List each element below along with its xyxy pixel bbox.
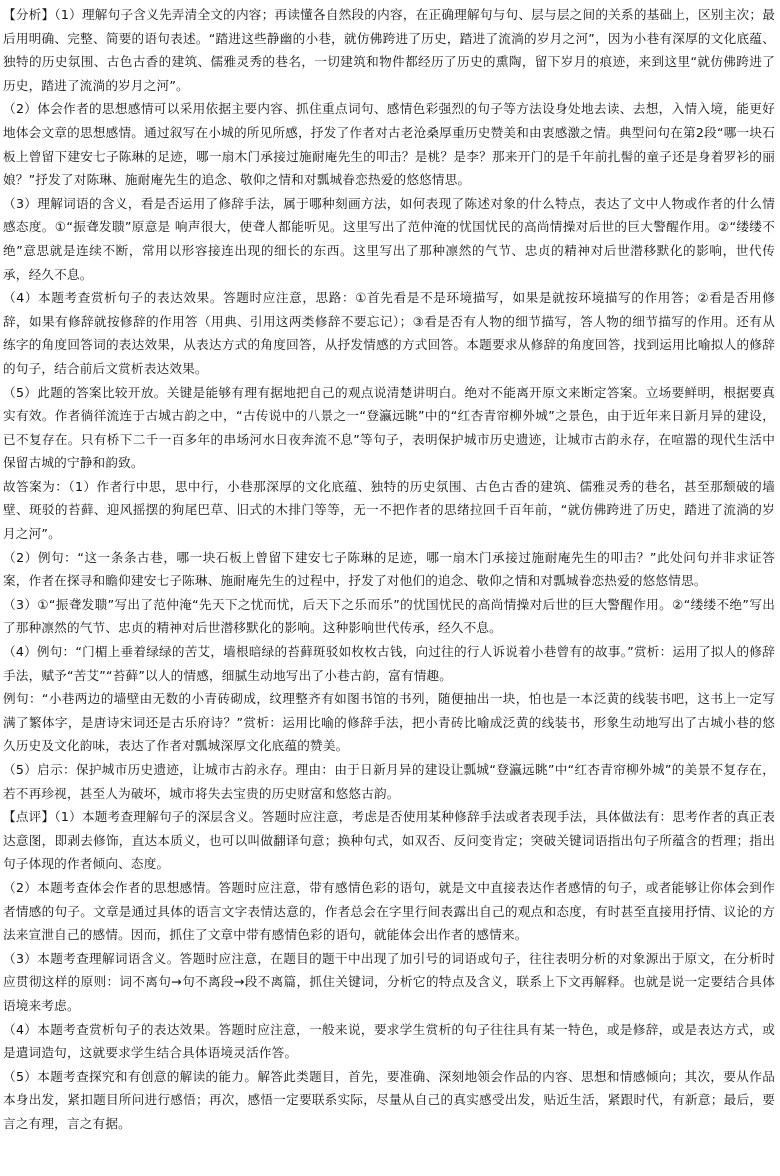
answer-paragraph-3: （3）①“振聋发聩”写出了范仲淹“先天下之忧而忧，后天下之乐而乐”的忧国忧民的高尚情操对后世的巨大警醒作用。②“缕缕不绝”写出了那种凛然的气节、忠贞的精神对后世潜移默化的影响。这种影响世代传承，经久不息。: [3, 596, 775, 636]
comment-paragraph-5: （5）本题考查探究和有创意的解读的能力。解答此类题目，首先，要准确、深刻地领会作品的内容、思想和情感倾向；其次，要从作品本身出发，紧扣题目所问进行感悟；再次，感悟一定要联系实际，尽量从自己的真实感受出发，贴近生活，紧跟时代，有新意；最后，要言之有理，言之有据。: [3, 1068, 775, 1131]
comment-paragraph-3: （3）本题考查理解词语含义。答题时应注意，在题目的题干中出现了加引号的词语或句子，往往表明分析的对象源出于原文，在分析时应贯彻这样的原则：词不离句→句不离段→段不离篇，抓住关键词，分析它的特点及含义，联系上下文再解释。也就是说一定要结合具体语境来考虑。: [3, 950, 775, 1013]
analysis-paragraph-4: （4）本题考查赏析句子的表达效果。答题时应注意，思路：①首先看是不是环境描写，如果是就按环境描写的作用答；②看是否用修辞，如果有修辞就按修辞的作用答（用典、引用这两类修辞不要忘记）；③看是否有人物的细节描写，答人物的细节描写的作用。还有从练字的角度回答词的表达效果，从表达方式的角度回答，从抒发情感的方式回答。本题要求从修辞的角度回答，找到运用比喻拟人的修辞的句子，结合前后文赏析表达效果。: [3, 290, 775, 376]
comment-paragraph-1: 【点评】（1）本题考查理解句子的深层含义。答题时应注意，考虑是否使用某种修辞手法或者表现手法，具体做法有：思考作者的真正表达意图，即剥去修饰，直达本质义，也可以叫做翻译句意；换种句式，如双否、反问变肯定；突破关键词语指出句子所蕴含的哲理；指出句子体现的作者倾向、态度。: [3, 809, 775, 872]
answer-paragraph-1: 故答案为：（1）作者行中思，思中行，小巷那深厚的文化底蕴、独特的历史氛围、古色古香的建筑、儒雅灵秀的巷名，甚至那颓破的墙壁、斑驳的苔藓、迎风摇摆的狗尾巴草、旧式的木排门等等，无一不把作者的思绪拉回千百年前，“就仿佛跨进了历史，踏进了流淌的岁月之河”。: [3, 478, 775, 542]
analysis-paragraph-3: （3）理解词语的含义，看是否运用了修辞手法，属于哪种刻画方法，如何表现了陈述对象的什么特点，表达了文中人物或作者的什么情感态度。①“振聋发聩”原意是 响声很大，使聋人都能听见。这里写出了范仲淹的忧国忧民的高尚情操对后世的巨大警醒作用。②“缕缕不绝”意思就是连续不断，常用以形容接连出现的细长的东西。这里写出了那种凛然的气节、忠贞的精神对后世潜移默化的影响，世代传承，经久不息。: [3, 195, 775, 282]
analysis-paragraph-5: （5）此题的答案比较开放。关键是能够有理有据地把自己的观点说清楚讲明白。绝对不能离开原文来断定答案。立场要鲜明，根据要真实有效。作者徜徉流连于古城古韵之中，“古传说中的八景之一“登瀛远眺”中的“红杏青帘柳外城”之景色，由于近年来日新月异的建设，已不复存在。只有桥下二千一百多年的串场河水日夜奔流不息”等句子，表明保护城市历史遗迹，让城市古韵永存，在喧嚣的现代生活中保留古城的宁静和韵致。: [3, 384, 775, 471]
comment-paragraph-2: （2）本题考查体会作者的思想感情。答题时应注意，带有感情色彩的语句，就是文中直接表达作者感情的句子，或者能够让你体会到作者情感的句子。文章是通过具体的语言文字表情达意的，作者总会在字里行间表露出自己的观点和态度，有时甚至直接用抒情、议论的方法来宣泄自己的感情。因而，抓住了文章中带有感情色彩的语句，就能体会出作者的感情来。: [3, 879, 775, 943]
comment-paragraph-4: （4）本题考查赏析句子的表达效果。答题时应注意，一般来说，要求学生赏析的句子往往具有某一特色，或是修辞，或是表达方式，或是遣词造句，这就要求学生结合具体语境灵活作答。: [3, 1021, 775, 1061]
answer-paragraph-2: （2）例句：“这一条条古巷，哪一块石板上曾留下建安七子陈琳的足迹，哪一扇木门承接过施耐庵先生的叩击？”此处问句并非求证答案，作者在探寻和瞻仰建安七子陈琳、施耐庵先生的过程中，抒发了对他们的追念、敬仰之情和对瓢城眷恋热爱的悠悠情思。: [3, 549, 775, 589]
analysis-paragraph-2: （2）体会作者的思想感情可以采用依据主要内容、抓住重点词句、感情色彩强烈的句子等方法设身处地去读、去想，入情入境，能更好地体会文章的思想感情。通过叙写在小城的所见所感，抒发了作者对古老沧桑厚重历史赞美和由衷感激之情。典型问句在第2段“哪一块石板上曾留下建安七子陈琳的足迹，哪一扇木门承接过施耐庵先生的叩击？是桃？是李？那来开门的是千年前扎髻的童子还是身着罗衫的丽娘？”抒发了对陈琳、施耐庵先生的追念、敬仰之情和对瓢城眷恋热爱的悠悠情思。: [3, 101, 775, 188]
answer-paragraph-5: （5）启示：保护城市历史遗迹，让城市古韵永存。理由：由于日新月异的建设让瓢城“登瀛远眺”中“红杏青帘柳外城”的美景不复存在，若不再珍视，甚至人为破坏，城市将失去宝贵的历史财富和悠悠古韵。: [3, 762, 775, 801]
analysis-paragraph-1: 【分析】（1）理解句子含义先弄清全文的内容；再读懂各自然段的内容，在正确理解句与句、层与层之间的关系的基础上，区别主次；最后用明确、完整、简要的语句表述。“踏进这些静幽的小巷，就仿佛跨进了历史，踏进了流淌的岁月之河”，因为小巷有深厚的文化底蕴、独特的历史氛围、古色古香的建筑、儒雅灵秀的巷名，一切建筑和物件都经历了历史的熏陶，留下岁月的痕迹，来到这里“就仿佛跨进了历史，踏进了流淌的岁月之河”。: [3, 7, 775, 93]
answer-paragraph-4a: （4）例句：“门楣上垂着绿绿的苦艾，墙根暗绿的苔藓斑驳如枚枚古钱，向过往的行人诉说着小巷曾有的故事。”赏析：运用了拟人的修辞手法，赋予“苦艾”“苔藓”以人的情感，细腻生动地写出了小巷古韵，富有情趣。: [3, 644, 775, 683]
answer-paragraph-4b: 例句：“小巷两边的墙壁由无数的小青砖砌成，纹理整齐有如图书馆的书列，随便抽出一块，怕也是一本泛黄的线装书吧，这书上一定写满了繁体字，是唐诗宋词还是古乐府诗？”赏析：运用比喻的修辞手法，把小青砖比喻成泛黄的线装书，形象生动地写出了古城小巷的悠久历史及文化韵味，表达了作者对瓢城深厚文化底蕴的赞美。: [3, 691, 775, 754]
